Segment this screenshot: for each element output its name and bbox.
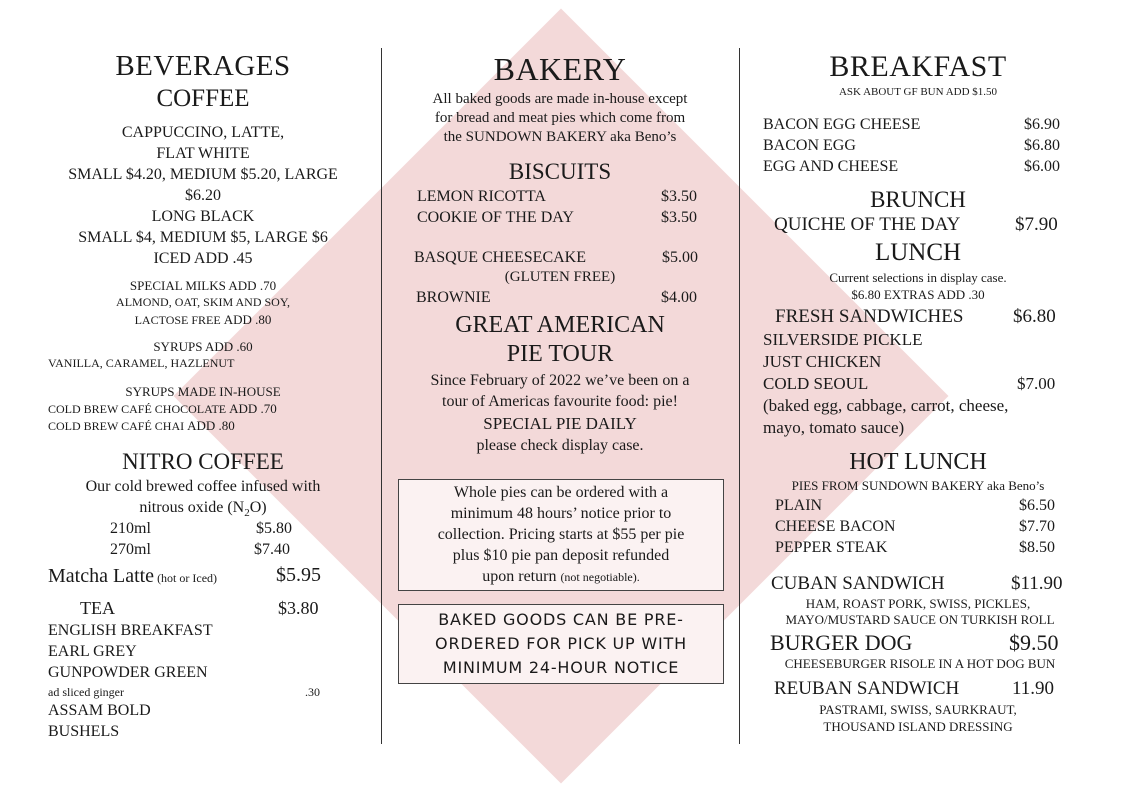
egg-and-cheese-price: $6.00 (1024, 158, 1060, 175)
cappuccino-line1: CAPPUCCINO, LATTE, (121, 124, 285, 141)
milks-line1: ALMOND, OAT, SKIM AND SOY, (116, 295, 290, 309)
lunch-note1: Current selections in display case. (829, 270, 1007, 285)
long-black: LONG BLACK (151, 208, 255, 225)
cold-seoul: COLD SEOUL (763, 374, 869, 393)
whole-pies-notice (398, 479, 724, 591)
iced-add: ICED ADD .45 (153, 250, 253, 267)
reuban-desc1: PASTRAMI, SWISS, SAURKRAUT, (819, 702, 1017, 717)
cold-brew-chai-text: COLD BREW CAFÉ CHAI (48, 419, 188, 433)
cuban-sandwich-price: $11.90 (1011, 573, 1063, 594)
ginger-note: ad sliced ginger (48, 685, 124, 699)
cold-seoul-price: $7.00 (1017, 374, 1056, 393)
quiche-price: $7.90 (1015, 214, 1058, 235)
bakery-intro2: for bread and meat pies which come from (434, 110, 686, 126)
syrups-list: VANILLA, CARAMEL, HAZLENUT (48, 356, 235, 370)
nitro-coffee-title: NITRO COFFEE (122, 449, 284, 474)
breakfast-title: BREAKFAST (829, 50, 1007, 83)
cappuccino-prices2: $6.20 (185, 187, 221, 204)
nitro-size-210: 210ml (110, 520, 151, 537)
nitro-desc1: Our cold brewed coffee infused with (85, 478, 321, 495)
tea-english-breakfast: ENGLISH BREAKFAST (48, 622, 213, 639)
bakery-intro1: All baked goods are made in-house except (432, 91, 688, 107)
nitro-desc3-text: O) (249, 499, 267, 516)
nitro-subscript: 2 (244, 507, 250, 520)
milks-line2-text: LACTOSE FREE (134, 313, 224, 327)
nitro-price-270: $7.40 (254, 541, 290, 558)
bacon-egg-price: $6.80 (1024, 137, 1060, 154)
cold-seoul-desc1: (baked egg, cabbage, carrot, cheese, (763, 396, 1009, 415)
pie-pepper-steak: PEPPER STEAK (775, 539, 888, 556)
ginger-price: .30 (305, 685, 320, 699)
special-pie-daily: SPECIAL PIE DAILY (483, 414, 637, 433)
whole-pies-line5 (399, 569, 723, 585)
matcha-name: Matcha Latte (48, 565, 155, 587)
bacon-egg-cheese-price: $6.90 (1024, 116, 1060, 133)
lunch-title: LUNCH (874, 239, 962, 266)
bakery-intro3: the SUNDOWN BAKERY aka Beno’s (443, 129, 677, 145)
just-chicken: JUST CHICKEN (763, 352, 882, 371)
long-black-prices: SMALL $4, MEDIUM $5, LARGE $6 (78, 229, 328, 246)
burger-dog-desc: CHEESEBURGER RISOLE IN A HOT DOG BUN (784, 656, 1056, 671)
silverside-pickle: SILVERSIDE PICKLE (763, 330, 923, 349)
cold-brew-chai-add: ADD .80 (187, 418, 235, 433)
pie-desc2: tour of Americas favourite food: pie! (442, 393, 678, 410)
biscuit-lemon-ricotta: LEMON RICOTTA (417, 188, 546, 205)
cuban-desc2: MAYO/MUSTARD SAUCE ON TURKISH ROLL (785, 612, 1055, 627)
cold-brew-chai (48, 419, 235, 432)
biscuit-lemon-ricotta-price: $3.50 (661, 188, 697, 205)
quiche-of-the-day: QUICHE OF THE DAY (774, 214, 961, 235)
reuban-sandwich-price: 11.90 (1012, 678, 1055, 699)
cold-brew-chocolate (48, 402, 277, 415)
brownie: BROWNIE (416, 289, 491, 306)
cappuccino-prices1: SMALL $4.20, MEDIUM $5.20, LARGE (68, 166, 338, 183)
pie-plain: PLAIN (775, 497, 823, 514)
basque-cheesecake-price: $5.00 (662, 249, 698, 266)
brunch-title: BRUNCH (870, 187, 966, 212)
whole-pies-line1: Whole pies can be ordered with a (453, 484, 669, 501)
matcha-latte (48, 566, 217, 586)
fresh-sandwiches: FRESH SANDWICHES (775, 306, 964, 327)
preorder-line1: BAKED GOODS CAN BE PRE- (438, 610, 684, 629)
basque-cheesecake: BASQUE CHEESECAKE (414, 249, 587, 266)
whole-pies-line2: minimum 48 hours’ notice prior to (450, 505, 672, 522)
column-divider-right (739, 48, 740, 744)
biscuits-title: BISCUITS (508, 159, 612, 184)
bakery-title: BAKERY (493, 51, 627, 87)
milks-line2-add: ADD .80 (223, 312, 272, 327)
reuban-sandwich: REUBAN SANDWICH (774, 678, 960, 699)
tea-title: TEA (80, 598, 115, 618)
syrups-inhouse: SYRUPS MADE IN-HOUSE (125, 384, 281, 399)
tea-gunpowder-green: GUNPOWDER GREEN (48, 664, 208, 681)
pies-from-text: PIES FROM SUNDOWN BAKERY (791, 478, 987, 493)
tea-earl-grey: EARL GREY (48, 643, 137, 660)
pies-from-aka: aka Beno’s (986, 478, 1045, 493)
pie-cheese-bacon: CHEESE BACON (775, 518, 896, 535)
nitro-desc2-text: nitrous oxide (N (139, 499, 245, 516)
hot-lunch-title: HOT LUNCH (849, 449, 987, 475)
bacon-egg: BACON EGG (763, 137, 856, 154)
fresh-sandwiches-price: $6.80 (1013, 306, 1056, 327)
tea-price: $3.80 (278, 598, 319, 618)
cold-seoul-desc2: mayo, tomato sauce) (763, 418, 905, 437)
whole-pies-last: upon return (482, 568, 561, 585)
special-milks: SPECIAL MILKS ADD .70 (129, 278, 277, 293)
coffee-title: COFFEE (156, 85, 250, 112)
special-pie-note: please check display case. (476, 437, 644, 454)
gf-bun-note: ASK ABOUT GF BUN ADD $1.50 (838, 86, 998, 98)
reuban-desc2: THOUSAND ISLAND DRESSING (823, 719, 1013, 734)
brownie-price: $4.00 (661, 289, 697, 306)
gluten-free-note: (GLUTEN FREE) (504, 269, 616, 285)
nitro-size-270: 270ml (110, 541, 151, 558)
bacon-egg-cheese: BACON EGG CHEESE (763, 116, 921, 133)
cuban-desc1: HAM, ROAST PORK, SWISS, PICKLES, (805, 596, 1031, 611)
whole-pies-note: (not negotiable). (560, 570, 640, 584)
milks-line2 (48, 313, 358, 326)
pie-desc1: Since February of 2022 we’ve been on a (430, 372, 690, 389)
nitro-desc2 (48, 500, 358, 519)
beverages-title: BEVERAGES (115, 50, 291, 82)
tea-assam-bold: ASSAM BOLD (48, 702, 151, 719)
burger-dog: BURGER DOG (770, 630, 913, 655)
cappuccino-line2: FLAT WHITE (156, 145, 250, 162)
pie-tour-title2: PIE TOUR (506, 341, 614, 367)
whole-pies-line3: collection. Pricing starts at $55 per pie (437, 526, 685, 543)
tea-bushels: BUSHELS (48, 723, 120, 740)
syrups-add: SYRUPS ADD .60 (153, 339, 253, 354)
burger-dog-price: $9.50 (1009, 630, 1059, 655)
pie-tour-title1: GREAT AMERICAN (455, 312, 665, 338)
preorder-line3: MINIMUM 24-HOUR NOTICE (442, 658, 680, 677)
pie-cheese-bacon-price: $7.70 (1019, 518, 1055, 535)
cold-brew-chocolate-text: COLD BREW CAFÉ CHOCOLATE (48, 402, 230, 416)
column-divider-left (381, 48, 382, 744)
pie-pepper-steak-price: $8.50 (1019, 539, 1055, 556)
egg-and-cheese: EGG AND CHEESE (763, 158, 899, 175)
preorder-notice (398, 604, 724, 684)
lunch-note2: $6.80 EXTRAS ADD .30 (851, 287, 985, 302)
matcha-note: (hot or Iced) (154, 571, 218, 585)
whole-pies-line4: plus $10 pie pan deposit refunded (452, 547, 670, 564)
preorder-line2: ORDERED FOR PICK UP WITH (435, 634, 687, 653)
pie-plain-price: $6.50 (1019, 497, 1055, 514)
nitro-price-210: $5.80 (256, 520, 292, 537)
cold-brew-chocolate-add: ADD .70 (229, 401, 277, 416)
pies-from-sundown (763, 479, 1073, 492)
matcha-price: $5.95 (276, 564, 321, 586)
biscuit-cookie-price: $3.50 (661, 209, 697, 226)
cuban-sandwich: CUBAN SANDWICH (771, 573, 945, 594)
biscuit-cookie-of-the-day: COOKIE OF THE DAY (417, 209, 574, 226)
